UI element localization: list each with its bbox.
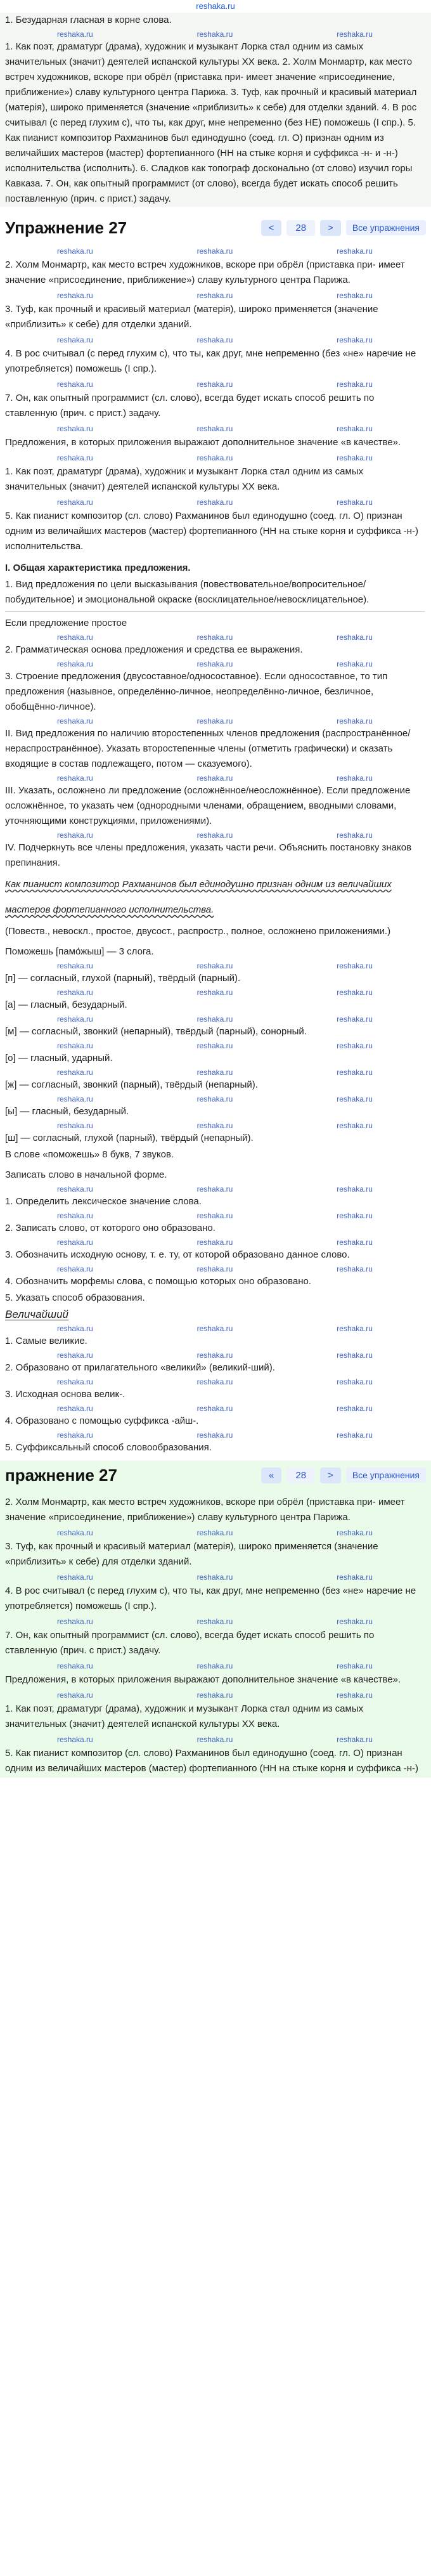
watermark-row: [5, 1528, 425, 1538]
watermark: reshaka.ru: [337, 291, 373, 300]
watermark: reshaka.ru: [337, 660, 373, 668]
watermark: reshaka.ru: [196, 660, 233, 668]
watermark: reshaka.ru: [196, 774, 233, 783]
watermark: reshaka.ru: [337, 1573, 373, 1582]
wordform-word: Величайший: [5, 1308, 68, 1320]
second-exercise-pager: [261, 1467, 426, 1483]
watermark: reshaka.ru: [56, 633, 93, 642]
watermark: reshaka.ru: [56, 988, 93, 997]
answer-line: 7. Он, как опытный программист (сл. слово), всегда будет искать способ решить по ставленную (прич. с прист.) задачу.: [5, 393, 375, 419]
wordform-step: 3. Обозначить исходную основу, т. е. ту, от которой образовано данное слово.: [5, 1249, 350, 1260]
analysis-point: 1. Вид предложения по цели высказывания (повествовательное/вопросительное/побудительное) и эмоциональной окраске (восклицательное/невосклицательное).: [5, 579, 370, 605]
watermark: reshaka.ru: [337, 498, 373, 507]
answer-line: 7. Он, как опытный программист (сл. слово), всегда будет искать способ решить по ставленную (прич. с прист.) задачу.: [5, 1630, 375, 1656]
watermark-row: [5, 1430, 425, 1440]
watermark-row: [5, 1067, 425, 1077]
watermark: reshaka.ru: [56, 961, 93, 970]
answer-section-1: [0, 246, 431, 556]
watermark: reshaka.ru: [56, 1121, 93, 1130]
second-exercise-header: [0, 1460, 431, 1490]
watermark: reshaka.ru: [337, 1691, 373, 1700]
watermark: reshaka.ru: [56, 1404, 93, 1413]
second-exercise-number: 28: [286, 1467, 315, 1483]
watermark: reshaka.ru: [56, 717, 93, 725]
watermark-row: [5, 424, 425, 434]
watermark: reshaka.ru: [196, 1377, 233, 1386]
watermark: reshaka.ru: [196, 961, 233, 970]
second-answer-section: [0, 1493, 431, 1778]
second-prev-button[interactable]: «: [261, 1467, 281, 1483]
watermark: reshaka.ru: [56, 1015, 93, 1024]
watermark: reshaka.ru: [337, 1095, 373, 1103]
answer-line: 4. В рос считывал (с перед глухим с), что ты, как друг, мне непременно (без «не» наречие не употребляется) поможешь (I спр.).: [5, 1585, 416, 1611]
watermark: reshaka.ru: [196, 1431, 233, 1440]
watermark: reshaka.ru: [196, 1662, 233, 1670]
watermark: reshaka.ru: [56, 1662, 93, 1670]
wordform-answer: 1. Самые великие.: [5, 1336, 87, 1346]
watermark: reshaka.ru: [337, 1351, 373, 1360]
watermark: reshaka.ru: [337, 1238, 373, 1247]
watermark-row: [5, 335, 425, 345]
watermark: reshaka.ru: [196, 717, 233, 725]
answer-line: 2. Холм Монмартр, как место встреч художников, вскоре при обрёл (приставка при- имеет значение «присоединение, приближение») славу культурного центра Парижа.: [5, 1497, 405, 1523]
watermark: reshaka.ru: [196, 424, 233, 433]
watermark: reshaka.ru: [337, 831, 373, 840]
watermark-row: [5, 1690, 425, 1700]
answer-line: 1. Как поэт, драматург (драма), художник и музыкант Лорка стал одним из самых значительных (значит) деятелей испанской культуры XX века.: [5, 1703, 364, 1729]
watermark-row: [5, 497, 425, 507]
watermark: reshaka.ru: [56, 1238, 93, 1247]
watermark: reshaka.ru: [196, 1041, 233, 1050]
watermark-row: [5, 1121, 425, 1131]
answer-heading: Предложения, в которых приложения выражают дополнительное значение «в качестве».: [5, 1674, 401, 1685]
watermark-row: [5, 773, 425, 783]
watermark-row: [5, 379, 425, 389]
watermark: reshaka.ru: [56, 1617, 93, 1626]
watermark-row: [5, 453, 425, 463]
watermark-row: [5, 961, 425, 971]
phonetic-row: [м] — согласный, звонкий (непарный), твёрдый (парный), сонорный.: [5, 1026, 307, 1037]
analysis-section: [0, 561, 431, 939]
analysis-point: IV. Подчеркнуть все члены предложения, указать части речи. Объяснить постановку знаков препинания.: [5, 842, 412, 868]
watermark: reshaka.ru: [56, 1265, 93, 1273]
watermark-row: [5, 1617, 425, 1627]
watermark: reshaka.ru: [56, 1324, 93, 1333]
watermark: reshaka.ru: [56, 1185, 93, 1194]
watermark: reshaka.ru: [337, 453, 373, 462]
watermark-row: [5, 1264, 425, 1274]
watermark: reshaka.ru: [337, 1404, 373, 1413]
watermark: reshaka.ru: [196, 1185, 233, 1194]
watermark: reshaka.ru: [56, 335, 93, 344]
watermark: reshaka.ru: [56, 660, 93, 668]
watermark: reshaka.ru: [196, 1528, 233, 1537]
parsed-sentence-note: (Повеств., невоскл., простое, двусост., распростр., полное, осложнено приложениями.): [5, 926, 391, 937]
watermark: reshaka.ru: [337, 1041, 373, 1050]
site-watermark-top: reshaka.ru: [196, 1, 235, 11]
watermark-row: [5, 290, 425, 301]
answer-heading: Предложения, в которых приложения выражают дополнительное значение «в качестве».: [5, 437, 401, 448]
wordform-answer: 4. Образовано с помощью суффикса -айш-.: [5, 1415, 199, 1426]
intro-line-1: 1. Безударная гласная в корне слова.: [5, 15, 172, 25]
second-next-button[interactable]: >: [320, 1467, 341, 1483]
intro-text: 1. Как поэт, драматург (драма), художник и музыкант Лорка стал одним из самых значительных (значит) деятелей испанской культуры XX века. 2. Холм Монмартр, как место встреч художников, вскоре при обрёл (приставка при- имеет значение «присоединение, приближение») славу культурного центра Парижа. 3. Туф, как прочный и красивый материал (матерія), широко применяется (значение «приблизить» к себе) для отделки зданий. 4. В рос считывал (с перед глухим с), что ты, как друг, мне непременно (без НЕ) поможешь (I спр.). 5. Как пианист композитор Рахманинов был единодушно (соед. гл. О) признан одним из величайших мастеров (мастер) фортепианного (НН на стыке корня и суффикса -н- и -н-) исполнительства (исполнить). 6. Сладков как топограф досконально (от слово) изучил горы Кавказа. 7. Он, как опытный программист (от слово), всегда будет искать способ решить поставленную (прич. с прист.) задачу.: [5, 41, 417, 204]
watermark: reshaka.ru: [56, 1041, 93, 1050]
watermark: reshaka.ru: [56, 30, 93, 39]
watermark: reshaka.ru: [196, 1095, 233, 1103]
answer-line: 3. Туф, как прочный и красивый материал (матерія), широко применяется (значение «приблизить» к себе) для отделки зданий.: [5, 304, 378, 330]
watermark: reshaka.ru: [337, 1121, 373, 1130]
wordform-step: Записать слово в начальной форме.: [5, 1169, 167, 1180]
watermark: reshaka.ru: [56, 453, 93, 462]
watermark: reshaka.ru: [56, 1095, 93, 1103]
wordform-step: 1. Определить лексическое значение слова.: [5, 1196, 202, 1207]
phonetic-row: [а] — гласный, безударный.: [5, 999, 127, 1010]
watermark: reshaka.ru: [337, 30, 373, 39]
watermark-row: [5, 1377, 425, 1387]
watermark-row: [5, 1014, 425, 1024]
second-all-exercises-button[interactable]: Все упражнения: [346, 1467, 426, 1483]
watermark-row: [5, 1572, 425, 1582]
wordform-step: 2. Записать слово, от которого оно образовано.: [5, 1223, 216, 1233]
watermark-row: [5, 246, 425, 256]
watermark: reshaka.ru: [337, 1324, 373, 1333]
answer-line: 2. Холм Монмартр, как место встреч художников, вскоре при обрёл (приставка при- имеет значение «присоединение, приближение») славу культурного центра Парижа.: [5, 259, 405, 285]
watermark-row: [5, 632, 425, 642]
phonetic-row: [о] — гласный, ударный.: [5, 1053, 113, 1064]
watermark-row: [5, 1403, 425, 1414]
wordform-step: 4. Обозначить морфемы слова, с помощью которых оно образовано.: [5, 1276, 312, 1287]
watermark: reshaka.ru: [56, 1735, 93, 1744]
phonetic-row: [ы] — гласный, безударный.: [5, 1106, 129, 1117]
phonetic-row: [ж] — согласный, звонкий (парный), твёрдый (непарный).: [5, 1079, 258, 1090]
watermark: reshaka.ru: [56, 1691, 93, 1700]
watermark: reshaka.ru: [337, 1211, 373, 1220]
watermark: reshaka.ru: [196, 633, 233, 642]
watermark: reshaka.ru: [196, 498, 233, 507]
watermark-row: [5, 830, 425, 840]
watermark: reshaka.ru: [196, 1351, 233, 1360]
wordform-step: 5. Указать способ образования.: [5, 1292, 145, 1303]
watermark: reshaka.ru: [196, 1573, 233, 1582]
watermark-row: [5, 29, 425, 39]
watermark: reshaka.ru: [337, 380, 373, 389]
watermark: reshaka.ru: [196, 1691, 233, 1700]
watermark: reshaka.ru: [56, 774, 93, 783]
watermark: reshaka.ru: [337, 1265, 373, 1273]
watermark: reshaka.ru: [337, 1431, 373, 1440]
watermark: reshaka.ru: [337, 1015, 373, 1024]
phonetic-summary: В слове «поможешь» 8 букв, 7 звуков.: [5, 1149, 174, 1160]
watermark: reshaka.ru: [56, 1351, 93, 1360]
watermark: reshaka.ru: [196, 1404, 233, 1413]
watermark: reshaka.ru: [337, 424, 373, 433]
watermark: reshaka.ru: [56, 1377, 93, 1386]
watermark: reshaka.ru: [56, 1528, 93, 1537]
wordform-answer: 3. Исходная основа велик-.: [5, 1389, 125, 1400]
watermark: reshaka.ru: [196, 1265, 233, 1273]
answer-line: 3. Туф, как прочный и красивый материал (матерія), широко применяется (значение «приблизить» к себе) для отделки зданий.: [5, 1541, 378, 1567]
watermark: reshaka.ru: [196, 1015, 233, 1024]
wordform-section: [0, 1168, 431, 1455]
phonetic-section: [0, 944, 431, 1162]
watermark: reshaka.ru: [196, 1238, 233, 1247]
analysis-point: 2. Грамматическая основа предложения и средства ее выражения.: [5, 644, 303, 655]
watermark: reshaka.ru: [56, 424, 93, 433]
wordform-answer: 2. Образовано от прилагательного «великий» (великий-ший).: [5, 1362, 275, 1373]
watermark: reshaka.ru: [56, 380, 93, 389]
watermark: reshaka.ru: [337, 961, 373, 970]
watermark-row: [5, 1350, 425, 1360]
watermark: reshaka.ru: [56, 1573, 93, 1582]
watermark: reshaka.ru: [337, 1662, 373, 1670]
watermark-row: [5, 716, 425, 726]
watermark: reshaka.ru: [337, 1528, 373, 1537]
watermark: reshaka.ru: [196, 831, 233, 840]
all-exercises-button[interactable]: Все упражнения: [346, 220, 426, 235]
watermark: reshaka.ru: [196, 380, 233, 389]
watermark: reshaka.ru: [56, 1431, 93, 1440]
watermark: reshaka.ru: [196, 1617, 233, 1626]
watermark: reshaka.ru: [196, 30, 233, 39]
watermark: reshaka.ru: [196, 1121, 233, 1130]
answer-line: 4. В рос считывал (с перед глухим с), что ты, как друг, мне непременно (без «не» наречие не употребляется) поможешь (I спр.).: [5, 348, 416, 374]
watermark: reshaka.ru: [337, 335, 373, 344]
wordform-answer: 5. Суффиксальный способ словообразования.: [5, 1442, 212, 1453]
second-exercise-title: пражнение 27: [5, 1465, 117, 1485]
watermark-row: [5, 1237, 425, 1247]
analysis-point: Если предложение простое: [5, 618, 127, 628]
watermark: reshaka.ru: [56, 247, 93, 256]
watermark: reshaka.ru: [56, 498, 93, 507]
analysis-point: 3. Строение предложения (двусоставное/односоставное). Если односоставное, то тип предложения (назывное, определённо-личное, неопределённо-личное, безличное, обобщённо-личное).: [5, 671, 388, 712]
watermark: reshaka.ru: [196, 1068, 233, 1077]
watermark-row: [5, 659, 425, 669]
phonetic-row: [ш] — согласный, глухой (парный), твёрдый (непарный).: [5, 1133, 254, 1143]
second-exercise-block: [0, 1460, 431, 1778]
watermark: reshaka.ru: [337, 717, 373, 725]
watermark: reshaka.ru: [337, 988, 373, 997]
watermark-row: [5, 987, 425, 998]
answer-line: 5. Как пианист композитор (сл. слово) Рахманинов был единодушно (соед. гл. О) признан одним из величайших мастеров (мастер) фортепианного (НН на стыке корня и суффикса -н-) исполнительства.: [5, 511, 419, 552]
watermark: reshaka.ru: [56, 1068, 93, 1077]
phonetic-row: [п] — согласный, глухой (парный), твёрдый (парный).: [5, 973, 241, 984]
intro-section: [0, 13, 431, 207]
analysis-point: III. Указать, осложнено ли предложение (осложнённое/неосложнённое). Если предложение осложнённое, то указать чем (однородными членами, обращением, вводными словами, уточняющими конструкциями, приложениями).: [5, 785, 411, 826]
watermark: reshaka.ru: [337, 1617, 373, 1626]
analysis-point: II. Вид предложения по наличию второстепенных членов предложения (распространённое/нераспространённое). Указать второстепенные члены (отметить графически) и сказать входящие в состав подлежащего, потом — сказуемого).: [5, 728, 411, 769]
watermark: reshaka.ru: [196, 1324, 233, 1333]
watermark: reshaka.ru: [337, 774, 373, 783]
watermark: reshaka.ru: [56, 1211, 93, 1220]
answer-line: 1. Как поэт, драматург (драма), художник и музыкант Лорка стал одним из самых значительных (значит) деятелей испанской культуры XX века.: [5, 466, 364, 492]
watermark-row: [5, 1734, 425, 1745]
watermark-row: [5, 1211, 425, 1221]
watermark: reshaka.ru: [196, 291, 233, 300]
watermark: reshaka.ru: [337, 1068, 373, 1077]
watermark-row: [5, 1041, 425, 1051]
prev-exercise-button[interactable]: <: [261, 220, 282, 236]
next-exercise-button[interactable]: >: [320, 220, 341, 236]
exercise-pager: [261, 220, 426, 236]
watermark: reshaka.ru: [56, 291, 93, 300]
exercise-header: [0, 213, 431, 242]
watermark: reshaka.ru: [196, 453, 233, 462]
watermark: reshaka.ru: [196, 1211, 233, 1220]
exercise-title: Упражнение 27: [5, 218, 127, 237]
watermark-row: [5, 1661, 425, 1671]
exercise-number: 28: [286, 220, 315, 236]
watermark: reshaka.ru: [337, 1185, 373, 1194]
watermark: reshaka.ru: [196, 988, 233, 997]
answer-line: 5. Как пианист композитор (сл. слово) Рахманинов был единодушно (соед. гл. О) признан одним из величайших мастеров (мастер) фортепианного (НН на стыке корня и суффикса -н-): [5, 1748, 419, 1774]
watermark-row: [5, 1094, 425, 1104]
watermark: reshaka.ru: [337, 1377, 373, 1386]
parsed-sentence: Как пианист композитор Рахманинов был единодушно признан одним из величайших мастеров фортепианного исполнительства.: [5, 879, 392, 915]
watermark: reshaka.ru: [196, 335, 233, 344]
watermark: reshaka.ru: [196, 1735, 233, 1744]
watermark: reshaka.ru: [337, 1735, 373, 1744]
watermark: reshaka.ru: [337, 247, 373, 256]
divider: [5, 611, 425, 612]
watermark: reshaka.ru: [56, 831, 93, 840]
watermark: reshaka.ru: [337, 633, 373, 642]
watermark-row: [5, 1184, 425, 1194]
watermark: reshaka.ru: [196, 247, 233, 256]
watermark-row: [5, 1324, 425, 1334]
analysis-heading: I. Общая характеристика предложения.: [5, 563, 191, 573]
phonetic-word: Поможешь [памо́жыш] — 3 слога.: [5, 946, 154, 957]
